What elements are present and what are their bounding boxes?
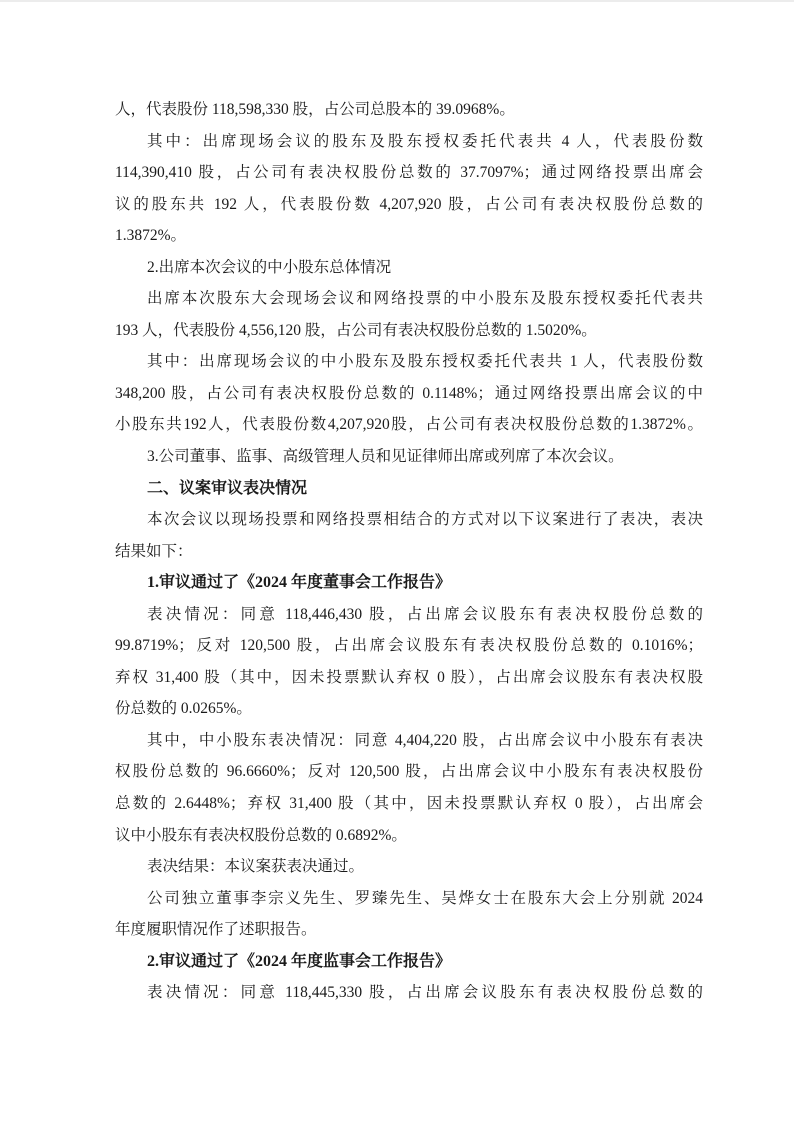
text-line: 其中，中小股东表决情况：同意 4,404,220 股，占出席会议中小股东有表决 [147,731,703,749]
text-line: 年度履职情况作了述职报告。 [115,921,317,939]
text-line: 193 人，代表股份 4,556,120 股，占公司有表决权股份总数的 1.5020%。 [115,321,597,339]
heading-line: 2.审议通过了《2024 年度监事会工作报告》 [147,952,452,970]
text-line: 99.8719%；反对 120,500 股，占出席会议股东有表决权股份总数的 0.1016%； [115,637,703,655]
text-line: 小股东共192人，代表股份数4,207,920股，占公司有表决权股份总数的1.3872%。 [115,416,703,434]
text-line: 本次会议以现场投票和网络投票相结合的方式对以下议案进行了表决，表决 [147,511,703,529]
heading-line: 二、议案审议表决情况 [147,479,308,497]
text-line: 其中：出席现场会议的股东及股东授权委托代表共 4 人，代表股份数 [147,132,703,150]
text-line: 议中小股东有表决权股份总数的 0.6892%。 [115,826,407,844]
text-line: 114,390,410 股，占公司有表决权股份总数的 37.7097%；通过网络投票出席会 [115,164,703,182]
text-line: 表决情况：同意 118,446,430 股，占出席会议股东有表决权股份总数的 [147,605,703,623]
heading-line: 1.审议通过了《2024 年度董事会工作报告》 [147,574,452,592]
text-line: 议的股东共 192 人，代表股份数 4,207,920 股，占公司有表决权股份总数的 [115,195,703,213]
text-line: 表决结果：本议案获表决通过。 [147,858,365,876]
text-line: 出席本次股东大会现场会议和网络投票的中小股东及股东授权委托代表共 [147,290,703,308]
text-line: 2.出席本次会议的中小股东总体情况 [147,258,392,276]
text-line: 公司独立董事李宗义先生、罗臻先生、吴烨女士在股东大会上分别就 2024 [147,889,703,907]
page-top-edge-divider [0,0,794,2]
document-body [115,94,703,1009]
text-line: 人，代表股份 118,598,330 股，占公司总股本的 39.0968%。 [115,101,515,118]
text-line: 结果如下： [115,542,193,560]
text-line: 1.3872%。 [115,227,187,245]
text-line: 3.公司董事、监事、高级管理人员和见证律师出席或列席了本次会议。 [147,448,624,466]
text-line: 弃权 31,400 股（其中，因未投票默认弃权 0 股），占出席会议股东有表决权股 [115,668,703,686]
text-line: 份总数的 0.0265%。 [115,700,252,718]
text-line: 348,200 股，占公司有表决权股份总数的 0.1148%；通过网络投票出席会议的中 [115,384,703,402]
text-line: 总数的 2.6448%；弃权 31,400 股（其中，因未投票默认弃权 0 股），占出席会 [115,795,703,813]
text-line: 其中：出席现场会议的中小股东及股东授权委托代表共 1 人，代表股份数 [147,353,703,371]
text-line: 权股份总数的 96.6660%；反对 120,500 股，占出席会议中小股东有表决权股份 [115,763,703,781]
text-line: 表决情况：同意 118,445,330 股，占出席会议股东有表决权股份总数的 [147,984,703,1002]
